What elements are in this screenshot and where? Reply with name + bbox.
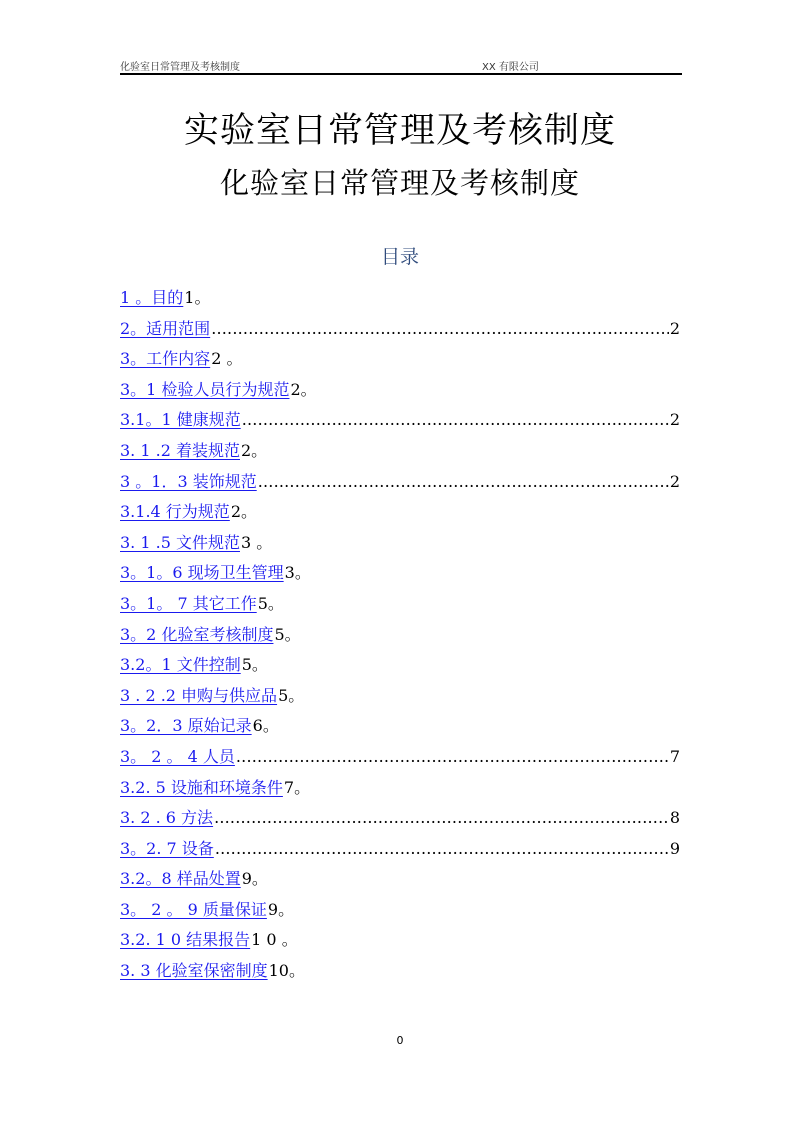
toc-dot-leader [258,467,669,498]
toc-entry-link[interactable]: 3.2. 5 设施和环境条件 [120,777,283,797]
header-company-name: XX 有限公司 [482,62,539,73]
toc-entry [120,589,680,620]
toc-dot-leader [236,742,669,773]
page-number: 0 [396,1034,404,1047]
toc-heading: 目录 [380,246,419,268]
toc-entry [120,864,680,895]
toc-entry-page: 5。 [274,624,301,644]
toc-entry-page: 1 0 。 [251,930,298,950]
document-subtitle: 化验室日常管理及考核制度 [219,166,580,200]
toc-entry-link[interactable]: 3.1.4 行为规范 [120,502,230,522]
toc-entry-link[interactable]: 3. 3 化验室保密制度 [120,961,268,981]
toc-entry-link[interactable]: 2。适用范围 [120,318,211,338]
toc-entry-link[interactable]: 3.1。1 健康规范 [120,410,241,430]
toc-entry-page: 2。 [240,440,268,460]
toc-entry [120,895,680,926]
toc-entry [120,742,680,773]
toc-entry-page: 2 [669,410,680,430]
toc-entry-link[interactable]: 3. 2 . 6 方法 [120,808,214,828]
toc-entry-page: 3。 [284,563,311,583]
toc-entry-link[interactable]: 3。 2 。 9 质量保证 [120,899,267,919]
toc-dot-leader [211,314,669,345]
toc-entry-link[interactable]: 3。2. 7 设备 [120,838,214,858]
toc-entry-link[interactable]: 3。1。6 现场卫生管理 [120,563,284,583]
toc-entry-page: 8 [669,808,680,828]
toc-entry-link[interactable]: 3。1。 7 其它工作 [120,593,257,613]
toc-entry [120,681,680,712]
toc-entry-page: 2。 [290,379,317,399]
toc-entry-link[interactable]: 3 。1．3 装饰规范 [120,471,257,491]
toc-entry [120,803,680,834]
toc-entry [120,283,680,314]
toc-entry-page: 2。 [230,502,257,522]
toc-entry [120,405,680,436]
toc-entry [120,925,680,956]
toc-entry-link[interactable]: 3. 1 .5 文件规范 [120,532,240,552]
toc-entry-link[interactable]: 3.2。8 样品处置 [120,869,241,889]
toc-entry-page: 10。 [268,961,305,981]
toc-entry-page: 5。 [257,593,284,613]
toc-entry-page: 5。 [241,655,268,675]
toc-entry [120,497,680,528]
toc-entry-page: 2 [669,471,680,491]
toc-entry-link[interactable]: 3。 2 。 4 人员 [120,746,235,766]
toc-entry [120,773,680,804]
toc-entry-link[interactable]: 3. 1 .2 着装规范 [120,440,240,460]
toc-entry [120,620,680,651]
toc-entry-link[interactable]: 3.2。1 文件控制 [120,655,241,675]
toc-entry-page: 2 [669,318,680,338]
toc-entry [120,558,680,589]
toc-entry-link[interactable]: 3。1 检验人员行为规范 [120,379,290,399]
toc-entry-page: 9 [669,838,680,858]
toc-entry-page: 6。 [252,716,279,736]
header-divider [120,73,682,75]
toc-entry [120,344,680,375]
toc-entry-link[interactable]: 1 。目的 [120,288,184,307]
toc-entry-page: 3 。 [240,532,273,552]
toc-entry-link[interactable]: 3。工作内容 [120,349,211,369]
toc-entry [120,467,680,498]
toc-entry [120,650,680,681]
toc-dot-leader [215,834,669,865]
toc-entry [120,956,680,987]
header-document-title: 化验室日常管理及考核制度 [120,62,240,73]
toc-entry-page: 7 [669,746,680,766]
toc-entry-link[interactable]: 3。2 化验室考核制度 [120,624,274,644]
toc-entry-page: 9。 [241,869,268,889]
toc-entry-link[interactable]: 3.2. 1 0 结果报告 [120,930,251,950]
toc-dot-leader [214,803,669,834]
toc-entry-link[interactable]: 3。2．3 原始记录 [120,716,252,736]
toc-entry-link[interactable]: 3 . 2 .2 申购与供应品 [120,685,278,705]
toc-entry-page: 1。 [184,288,211,307]
toc-entry-page: 9。 [267,899,295,919]
table-of-contents [120,283,680,987]
toc-entry [120,528,680,559]
toc-entry [120,711,680,742]
document-title: 实验室日常管理及考核制度 [183,111,616,151]
page-header [120,56,680,74]
toc-dot-leader [242,405,669,436]
toc-entry [120,834,680,865]
toc-entry-page: 5。 [278,685,305,705]
toc-entry-page: 2 。 [211,349,243,369]
toc-entry [120,314,680,345]
toc-entry [120,436,680,467]
toc-entry-page: 7。 [283,777,311,797]
toc-entry [120,375,680,406]
